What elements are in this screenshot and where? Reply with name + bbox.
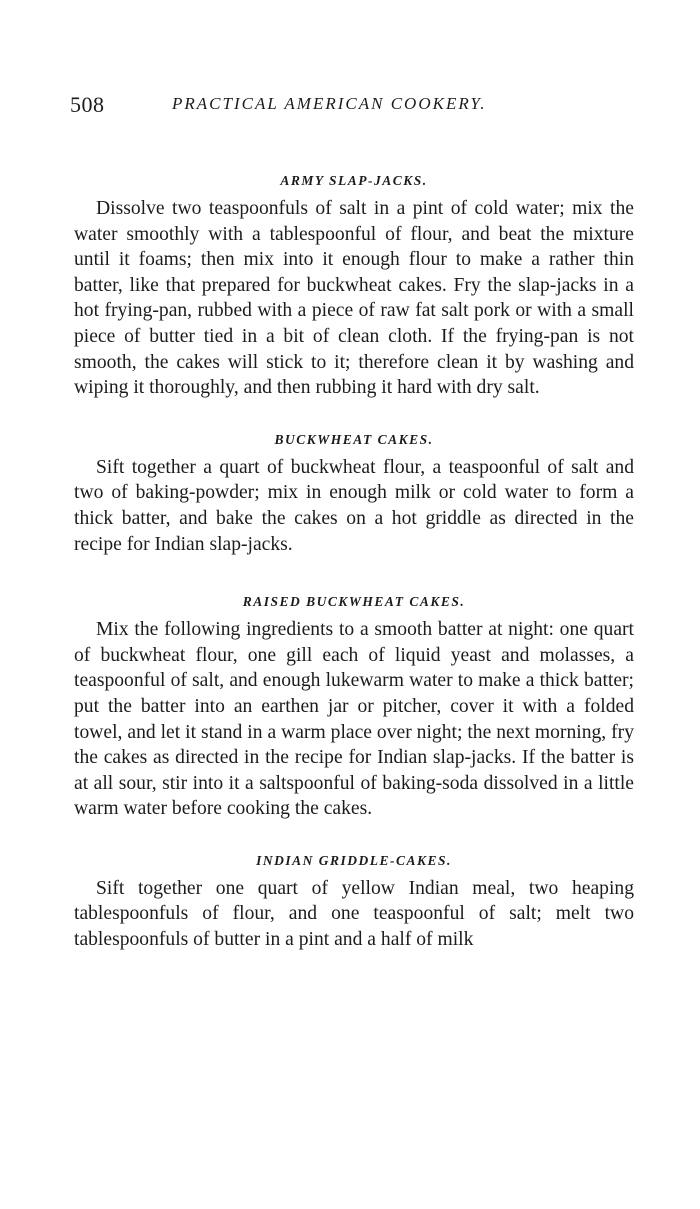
section-gap <box>74 557 634 587</box>
recipe-indian-griddle-cakes <box>74 846 634 953</box>
section-gap <box>74 401 634 425</box>
recipe-raised-buckwheat-cakes <box>74 587 634 822</box>
recipe-army-slap-jacks <box>74 166 634 401</box>
recipe-body: Sift together one quart of yellow Indian meal, two heaping tablespoonfuls of flour, and one teaspoonful of salt; melt two tablespoonfuls of butter in a pint and a half of milk <box>74 877 634 951</box>
recipe-title: INDIAN GRIDDLE-CAKES. <box>256 852 452 868</box>
recipe-title: BUCKWHEAT CAKES. <box>274 431 434 447</box>
recipe-body: Dissolve two teaspoonfuls of salt in a pint of cold water; mix the water smoothly with a tablespoonful of flour, and beat the mixture until it foams; then mix into it enough flour to make a rather thin batter, like that prepared for buckwheat cakes. Fry the slap-jacks in a hot frying-pan, rubbed with a piece of raw fat salt pork or with a small piece of butter tied in a bit of clean cloth. If the frying-pan is not smooth, the cakes will stick to it; therefore clean it by washing and wiping it thoroughly, and then rubbing it hard with dry salt. <box>74 198 634 399</box>
running-title: PRACTICAL AMERICAN COOKERY. <box>172 94 487 113</box>
recipe-title: ARMY SLAP-JACKS. <box>280 173 428 188</box>
section-gap <box>74 822 634 846</box>
page-number: 508 <box>70 92 105 117</box>
recipe-body: Mix the following ingredients to a smooth batter at night: one quart of buckwheat flour, one gill each of liquid yeast and molasses, a teaspoonful of salt, and enough lukewarm water to make a thick batter; put the batter into an earthen jar or pitcher, cover it with a folded towel, and let it stand in a warm place over night; the next morning, fry the cakes as directed in the recipe for Indian slap-jacks. If the batter is at all sour, stir into it a saltspoonful of baking-soda dissolved in a little warm water before cooking the cakes. <box>74 619 634 820</box>
recipe-body: Sift together a quart of buckwheat flour, a teaspoonful of salt and two of baking-powder; mix in enough milk or cold water to form a thick batter, and bake the cakes on a hot griddle as directed in the recipe for Indian slap-jacks. <box>74 456 634 555</box>
page-content <box>74 166 634 953</box>
recipe-buckwheat-cakes <box>74 425 634 557</box>
recipe-title: RAISED BUCKWHEAT CAKES. <box>242 594 466 610</box>
running-head <box>70 92 650 122</box>
